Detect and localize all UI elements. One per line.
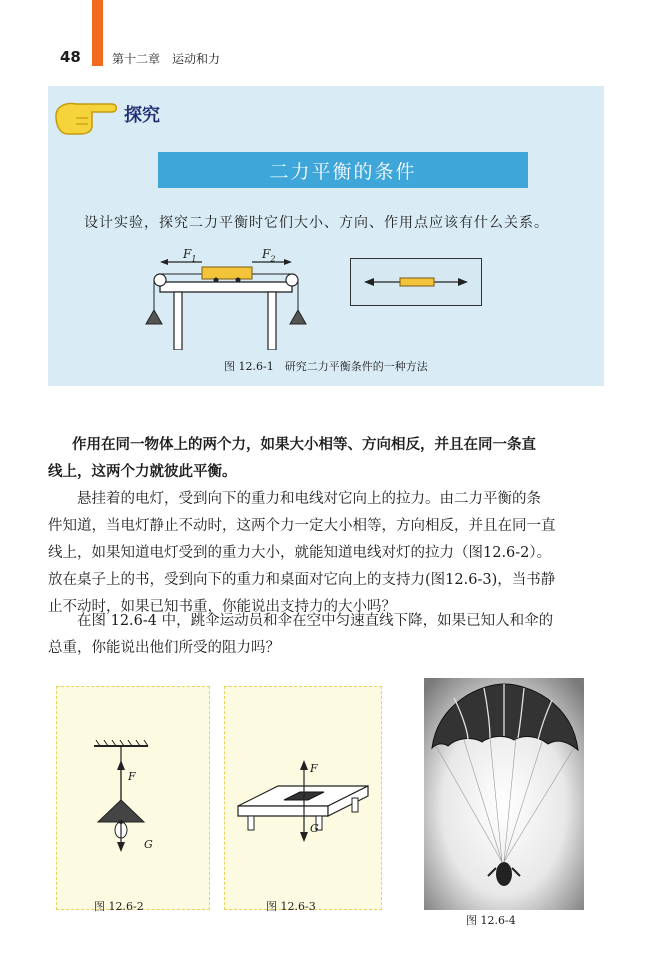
fig-12-6-4-caption: 图 12.6-4: [466, 914, 516, 927]
explore-question: 设计实验，探究二力平衡时它们大小、方向、作用点应该有什么关系。: [84, 215, 549, 231]
fig-12-6-1-top-view: [350, 258, 482, 306]
fig-12-6-2-g-label: G: [144, 838, 153, 851]
paragraph-1-line-2: 件知道，当电灯静止不动时，这两个力一定大小相等，方向相反，并且在同一直: [48, 518, 556, 534]
force-label-f1: $F_1$: [183, 247, 197, 264]
fig-12-6-4-parachute-photo: [424, 678, 584, 910]
fig-12-6-2-f-label: F: [128, 770, 136, 783]
explore-title: 探究: [124, 105, 160, 126]
fig-12-6-3-g-label: G: [310, 822, 319, 835]
fig-12-6-3-f-label: F: [310, 762, 318, 775]
chapter-tab: [92, 0, 103, 66]
fig-12-6-1-table-apparatus: [140, 240, 310, 350]
definition-line-1: 作用在同一物体上的两个力，如果大小相等、方向相反，并且在同一条直: [72, 437, 536, 453]
fig-12-6-3-caption: 图 12.6-3: [266, 900, 316, 913]
paragraph-2-line-2: 总重，你能说出他们所受的阻力吗？: [48, 640, 280, 656]
paragraph-1-line-5: 止不动时，如果已知书重，你能说出支持力的大小吗？: [48, 599, 396, 615]
paragraph-1-line-4: 放在桌子上的书，受到向下的重力和桌面对它向上的支持力(图12.6-3)，当书静: [48, 572, 556, 588]
paragraph-1-line-1: 悬挂着的电灯，受到向下的重力和电线对它向上的拉力。由二力平衡的条: [48, 491, 541, 507]
page-number: 48: [60, 48, 81, 66]
explore-box: [48, 86, 604, 386]
fig-12-6-2-lamp-diagram: [84, 740, 174, 860]
pointing-hand-icon: [52, 96, 120, 138]
fig-12-6-2-caption: 图 12.6-2: [94, 900, 144, 913]
chapter-title: 第十二章 运动和力: [112, 52, 221, 66]
fig-12-6-3-book-table-diagram: [232, 756, 372, 848]
force-label-f2: $F_2$: [262, 247, 276, 264]
paragraph-1-line-3: 线上，如果知道电灯受到的重力大小，就能知道电线对灯的拉力（图12.6-2）。: [48, 545, 552, 561]
paragraph-2-line-1: 在图 12.6-4 中，跳伞运动员和伞在空中匀速直线下降，如果已知人和伞的: [48, 613, 554, 629]
definition-line-2: 线上，这两个力就彼此平衡。: [48, 464, 237, 480]
fig-12-6-1-caption: 图 12.6-1 研究二力平衡条件的一种方法: [224, 360, 428, 373]
explore-banner: 二力平衡的条件: [158, 152, 528, 188]
